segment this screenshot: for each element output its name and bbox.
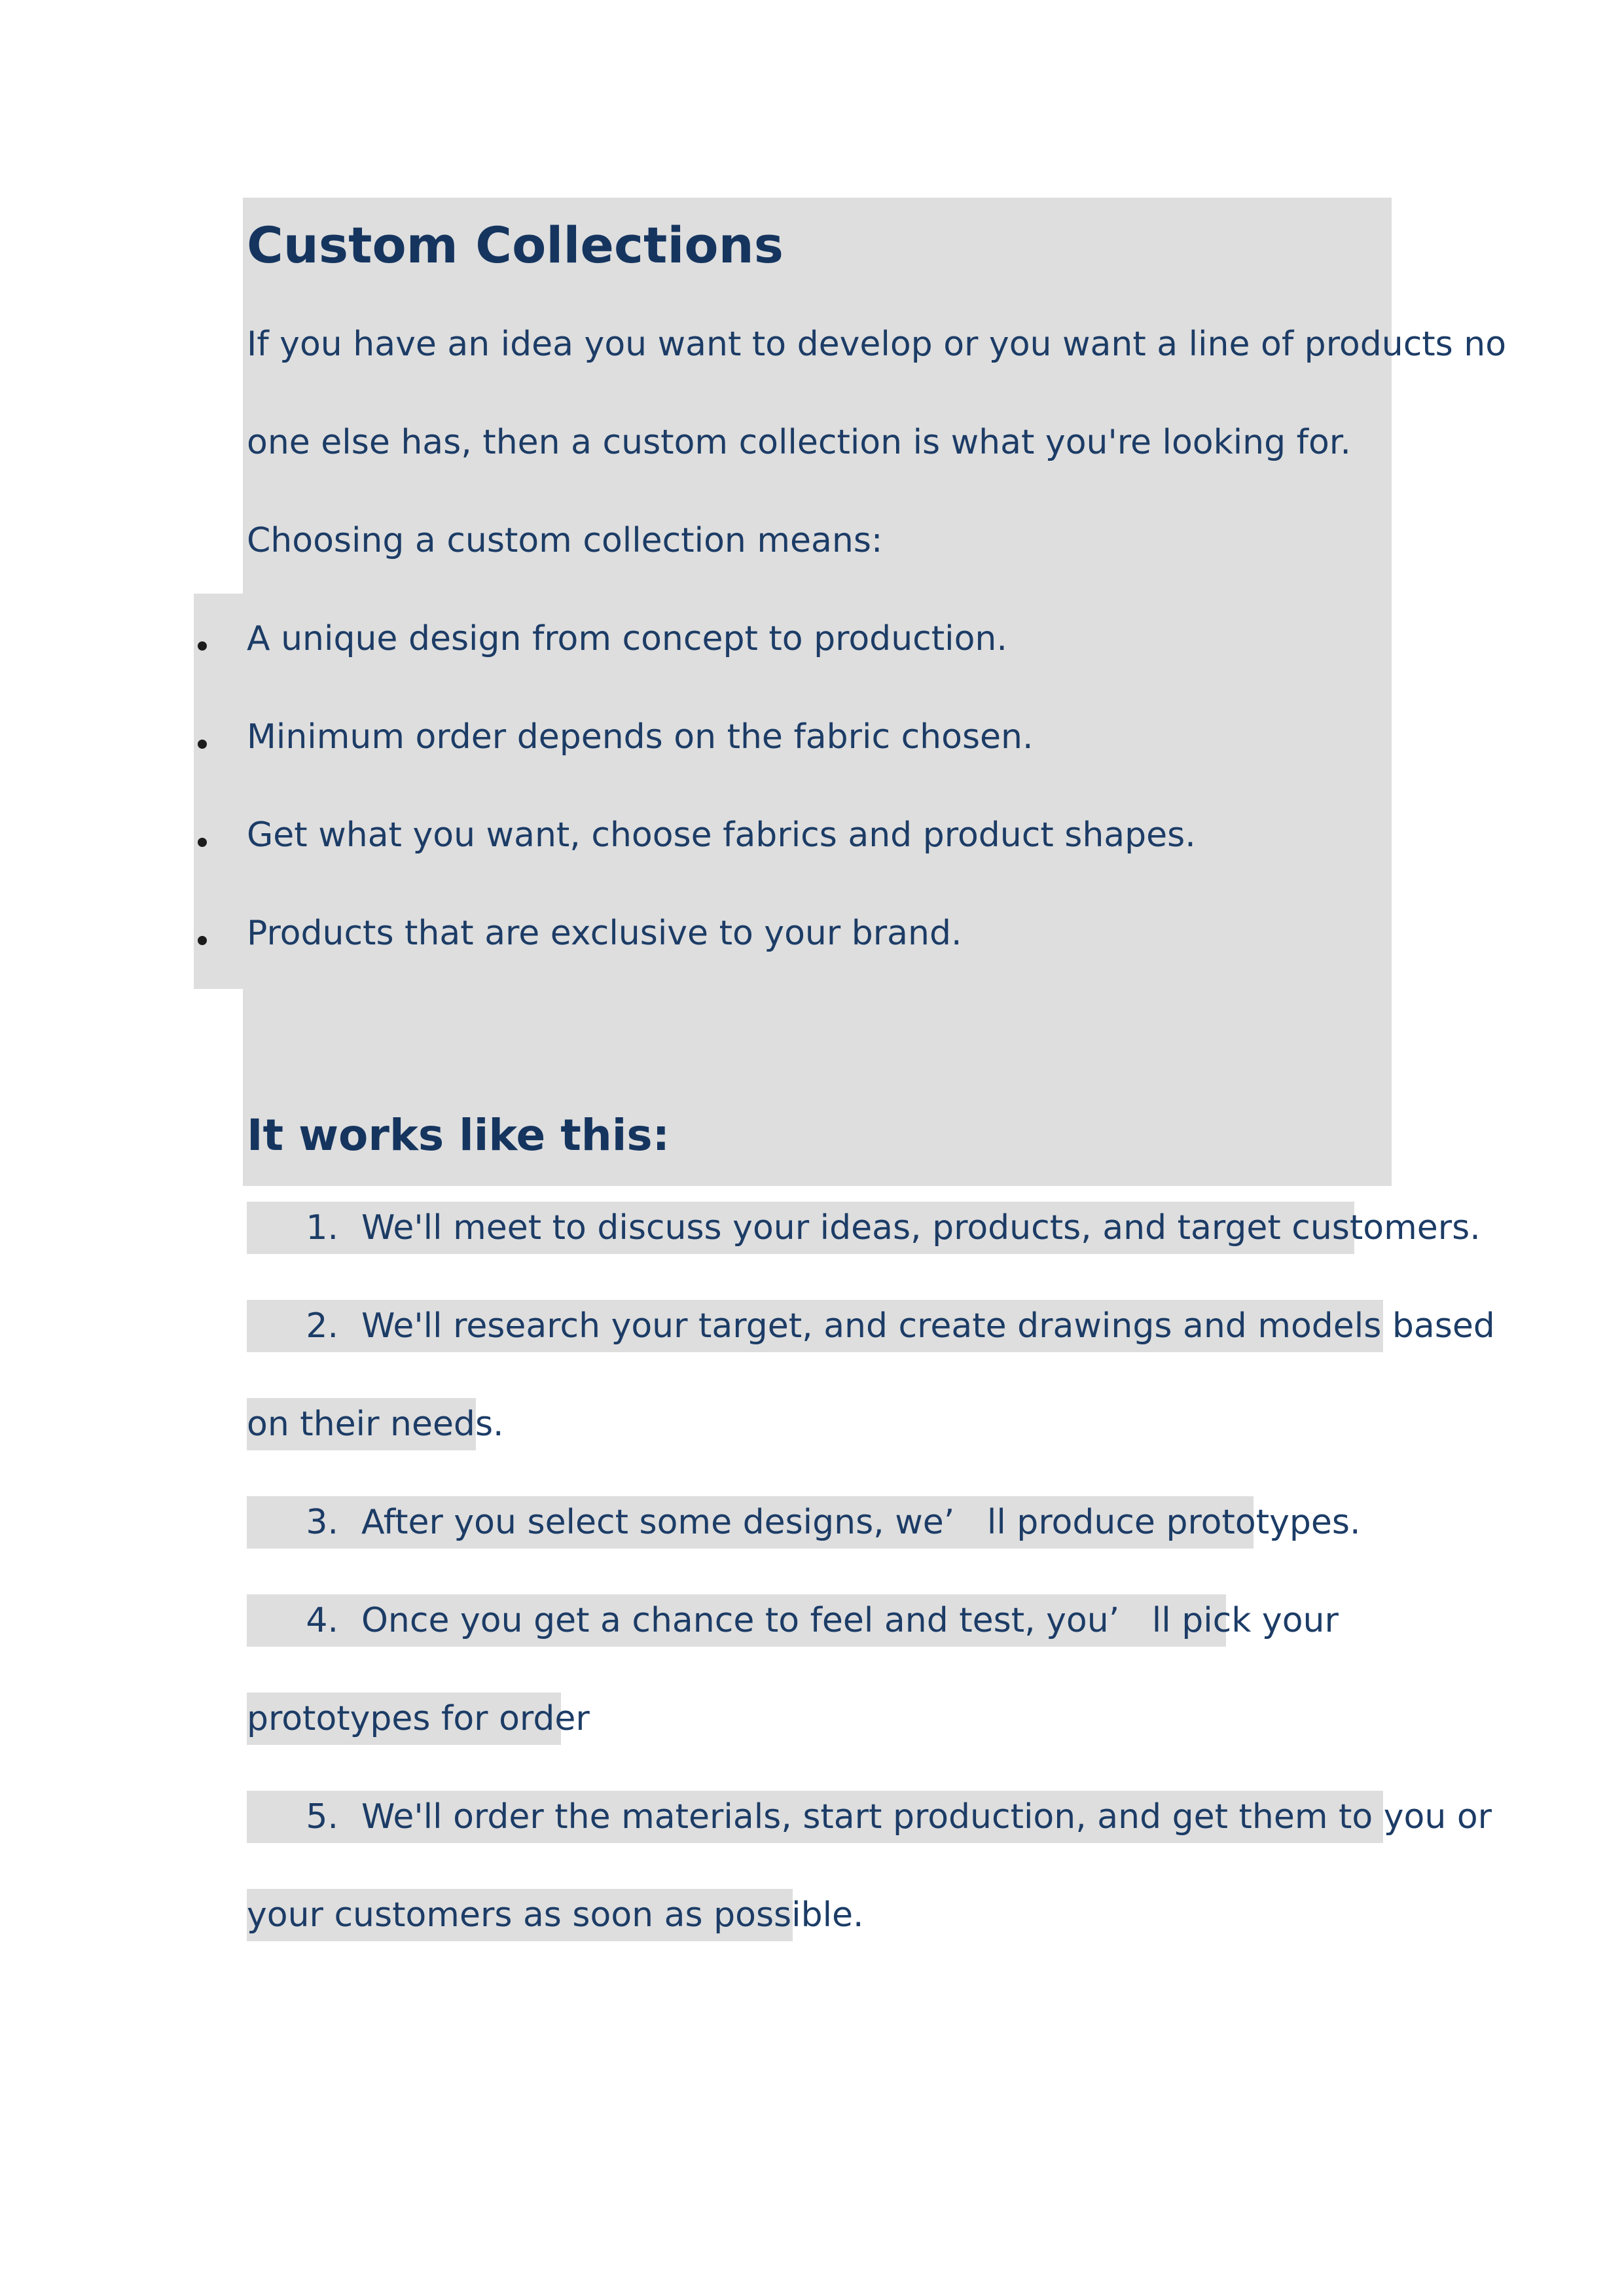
intro-line-2: one else has, then a custom collection is what you're looking for. [247, 423, 1351, 462]
bullet-dot-icon [198, 936, 207, 945]
step-number: 5. [306, 1797, 338, 1837]
bullet-dot-icon [198, 838, 207, 847]
bullet-text: Get what you want, choose fabrics and product shapes. [247, 816, 1196, 855]
step-number: 2. [306, 1306, 338, 1346]
bullet-dot-icon [198, 641, 207, 651]
step-text: We'll research your target, and create drawings and models based [361, 1306, 1495, 1346]
step-text-continued: on their needs. [247, 1405, 504, 1444]
section-heading: It works like this: [247, 1110, 670, 1160]
means-label: Choosing a custom collection means: [247, 521, 883, 560]
step-text: We'll meet to discuss your ideas, products, and target customers. [361, 1208, 1481, 1247]
step-text: Once you get a chance to feel and test, you’ ll pick your [361, 1601, 1339, 1640]
bullet-text: Products that are exclusive to your brand. [247, 914, 962, 953]
step-text-continued: your customers as soon as possible. [247, 1895, 864, 1935]
bullet-text: A unique design from concept to production. [247, 619, 1007, 658]
step-text-continued: prototypes for order [247, 1699, 590, 1738]
bullet-text: Minimum order depends on the fabric chosen. [247, 717, 1034, 757]
step-number: 1. [306, 1208, 338, 1247]
highlight-block-bullets [194, 594, 246, 989]
step-number: 3. [306, 1503, 338, 1542]
step-text: We'll order the materials, start production, and get them to you or [361, 1797, 1492, 1837]
step-number: 4. [306, 1601, 338, 1640]
intro-line-1: If you have an idea you want to develop or you want a line of products no [247, 325, 1507, 364]
page-title: Custom Collections [247, 216, 784, 274]
bullet-dot-icon [198, 740, 207, 749]
step-text: After you select some designs, we’ ll produce prototypes. [361, 1503, 1361, 1542]
